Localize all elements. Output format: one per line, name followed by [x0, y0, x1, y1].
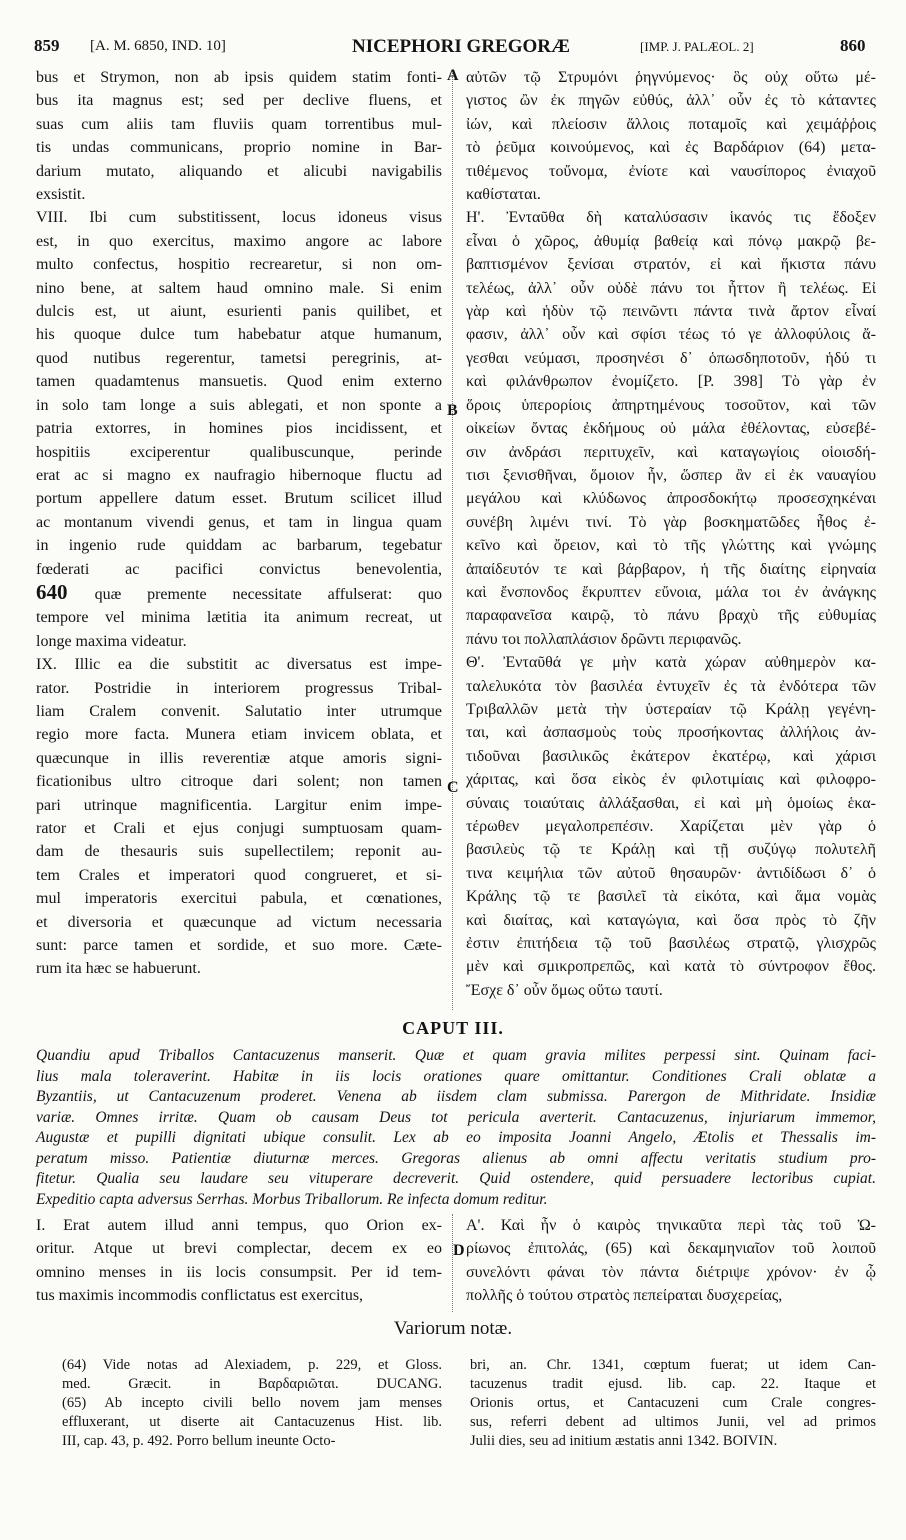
text-line: dam de thesauris suis supellectilem; reponit au- — [36, 843, 442, 861]
text-line: αὐτῶν τῷ Στρυμόνι ῥηγνύμενος· ὃς οὐχ οὕτω μέ- — [466, 69, 876, 86]
text-line: longe maxima videatur. — [36, 632, 187, 650]
text-line: exsistit. — [36, 186, 86, 204]
left-header-reference: [A. M. 6850, IND. 10] — [90, 38, 226, 54]
text-line: ἐστιν ἐπιτήδεια τῷ τοῦ βασιλέως στρατῷ, γλισχρῶς — [466, 935, 876, 953]
text-line: suas cum aliis tam fluviis quam torrentibus mul- — [36, 115, 442, 133]
text-line: rator et Crali et ejus conjugi sumptuosam quam- — [36, 820, 442, 837]
text-line: Η'. Ἐνταῦθα δὴ καταλύσασιν ἱκανός τις ἔδοξεν — [466, 209, 876, 227]
text-line: συνέβη λιμένι τινί. Τὸ γὰρ βοσκηματῶδες ἦθος ἐ- — [466, 513, 876, 531]
text-line: βαπτισμένον ξενίσαι στρατόν, εἰ καὶ ἥκιστα πάνυ — [466, 256, 876, 274]
text-line: tis undas communicans, proprio nomine in Bar- — [36, 139, 442, 157]
text-line: quæcunque in illis reverentiæ atque amoris signi- — [36, 749, 442, 767]
text-line: Τριβαλλῶν μετὰ τὴν ὑστεραίαν τῷ Κράλῃ γεγένη- — [466, 700, 876, 718]
text-line: in solo tam longe a suis ablegati, et non sponte a — [36, 396, 442, 414]
text-line: dulcis est, ut aiunt, esurienti panis quilibet, et — [36, 303, 442, 321]
text-line: πάνυ τοι πολλαπλάσιον δρῶντι περιφανῶς. — [466, 630, 742, 648]
text-line: τέρωθεν μεγαλοπρεπέσιν. Χαρίζεται μὲν γὰρ ὁ — [466, 818, 876, 835]
text-line: εἶναι ὁ χῶρος, ἀθυμίᾳ βαθείᾳ καὶ πόνῳ μακρῷ βε- — [466, 232, 876, 250]
margin-letter-a: A — [447, 67, 459, 84]
text-line: lius mala toleraverint. Habitæ in iis locis orationes quare omittantur. Conditiones Crali oblatæ a — [36, 1067, 876, 1085]
text-line: καὶ ἔνσπονδος ἔκρυπτεν εὔνοια, μάλα τοι ἐν ἀνάγκης — [466, 583, 876, 601]
text-line: οἰκείων ὄντας ἐκδήμους οὐ μάλα ἐθέλοντας, εὐσεβέ- — [466, 420, 876, 438]
text-line: ταλελυκότα τὸν βασιλέα ἐντυχεῖν ἐς τὰ ἐνδότερα τῶν — [466, 677, 876, 695]
column-separator-bottom — [452, 1214, 453, 1312]
text-line: καθίσταται. — [466, 186, 541, 204]
text-line: βασιλεὺς τῷ τε Κράλῃ καὶ τῇ συζύγῳ πολυτελῆ — [466, 841, 876, 859]
text-line: oritur. Atque ut brevi complectar, decem ex eo — [36, 1240, 442, 1258]
text-line: Julii dies, seu ad initium æstatis anni 1342. BOIVIN. — [470, 1433, 778, 1449]
text-line: his quoque dulce tum habebatur atque humanum, — [36, 326, 442, 344]
text-line: Quandiu apud Triballos Cantacuzenus manserit. Quæ et quam gravia milites perpessi sint. Quinam faci- — [36, 1047, 876, 1064]
text-line: φασιν, ἀλλ᾽ οὖν καὶ σφίσι τέως τό γε ἀλλοφύλοις ἄ- — [466, 326, 876, 344]
text-line: darium mutato, aliquando et alicubi navigabilis — [36, 162, 442, 180]
greek-column-top — [466, 66, 876, 1002]
text-line: pari utrinque magnificentia. Largitur enim impe- — [36, 796, 442, 814]
text-line: τιθέμενος τοὔνομα, ἐνίοτε καὶ ναυσίπορος ἐνιαχοῦ — [466, 162, 876, 180]
text-line: bus et Strymon, non ab ipsis quidem statim fonti- — [36, 69, 442, 86]
text-line: 640 quæ premente necessitate affulserat: quo — [36, 579, 442, 604]
text-line: sunt: parce tamen et sordide, et suo more. Cæte- — [36, 937, 442, 955]
text-line: est, in quo exercitus, maximo angore ac labore — [36, 232, 442, 250]
text-line: γιστος ὢν ἐκ πηγῶν εὐθύς, ἀλλ᾽ οὖν ἐς τὸ κάταντες — [466, 92, 876, 110]
text-line: rator. Postridie in interiorem progressus Tribal- — [36, 679, 442, 697]
text-line: ac montanum vivendi genus, et tam in lingua quam — [36, 513, 442, 531]
right-page-number: 860 — [840, 36, 866, 55]
column-number: 640 — [36, 579, 95, 604]
text-line: bri, an. Chr. 1341, cœptum fuerat; ut idem Can- — [470, 1357, 876, 1373]
text-line: γεσθαι νεύμασι, προσηνέσι δ᾽ ὁπωσδηποτοῦν, ἡδύ τι — [466, 349, 876, 367]
text-line: Augustæ et pupilli dignitati ubique consulit. Lex ab eo imposita Joanni Angelo, Ætolis et Thessalis im- — [36, 1129, 876, 1146]
text-line: portum appellere datum esset. Brutum scilicet illud — [36, 490, 442, 508]
text-line: quod nutibus regerentur, tametsi peregrinis, at- — [36, 349, 442, 367]
text-line: peratum misso. Patientiæ diuturnæ merces. Gregoras alienus ab omni affectu veritatis studium pro- — [36, 1149, 876, 1167]
text-line: fœderati ac pacifici convictus benevolentia, — [36, 560, 442, 578]
text-line: Α'. Καὶ ἦν ὁ καιρὸς τηνικαῦτα περὶ τὰς τοῦ Ὠ- — [466, 1217, 876, 1234]
text-line: καὶ διαίτας, καὶ καταγώγια, καὶ ὅσα πρὸς τὸ ζῆν — [466, 911, 876, 929]
text-line: in ingenio rude quiddam ac barbarum, tegebatur — [36, 537, 442, 555]
text-line: Byzantiis, ut Cantacuzenum proderet. Venena ab iisdem clam submissa. Parergon de Mithridate. Insidiæ — [36, 1088, 876, 1105]
notes-left-column — [62, 1356, 442, 1451]
text-line: sus, referri debent ad ultimos Junii, vel ad primos — [470, 1414, 876, 1430]
header-title: NICEPHORI GREGORÆ — [352, 36, 570, 57]
text-line: ὅροις ὑπερορίοις ἀπηρτημένους τοσοῦτον, καὶ τῶν — [466, 396, 876, 414]
text-line: σύναις τοιαύταις ἀλλάξασθαι, εἰ καὶ μὴ ὁμοίως ἑκα- — [466, 794, 876, 812]
text-line: regio more facta. Munera etiam invicem oblata, et — [36, 726, 442, 744]
text-line: I. Erat autem illud anni tempus, quo Orion ex- — [36, 1217, 442, 1234]
text-line: mul imperatoris exercitui pabula, et cœnationes, — [36, 890, 442, 908]
text-line: fitetur. Qualia seu laudare seu vituperare decreverit. Quid ostendere, quid persuadere lectoribus cupiat. — [36, 1170, 876, 1187]
text-line: nino bene, at saltem haud omnino male. Si enim — [36, 279, 442, 297]
text-line: τὸ ῥεῦμα κοινούμενος, καὶ ἐς Βαρδάριον (64) μετα- — [466, 139, 876, 157]
text-line: μὲν καὶ σμικροπρεπῶς, καὶ κατὰ τὸ σύντροφον ἔθος. — [466, 958, 876, 976]
text-line: παραφανεῖσα καιρῷ, τὸ πάνυ βραχὺ τῆς εὐθυμίας — [466, 607, 876, 625]
notes-right-column — [470, 1356, 876, 1451]
text-line: erat ac si magno ex naufragio hibernoque fluctu ad — [36, 466, 442, 484]
text-line: rum ita hæc se habuerunt. — [36, 960, 201, 978]
latin-column-bottom — [36, 1214, 442, 1308]
latin-column-top — [36, 66, 442, 981]
text-line: multo confectus, hospitio recrearetur, si non om- — [36, 256, 442, 274]
text-line: tacuzenus tradit ejusd. lib. cap. 22. Itaque et — [470, 1376, 876, 1392]
text-line: τισι ξενισθῆναι, ὅμοιον ἦν, ὥσπερ ἂν εἰ ἐκ ναυαγίου — [466, 466, 876, 484]
text-line: (65) Ab incepto civili bello novem jam menses — [62, 1395, 442, 1411]
text-line: patria extorres, in homines pios incidissent, et — [36, 420, 442, 438]
text-line: συνελόντι φάναι τὸν πάντα διέτριψε χρόνον· ἐν ᾧ — [466, 1263, 876, 1281]
text-line: liam Cralem convenit. Salutatio inter utrumque — [36, 702, 442, 720]
text-line: κεῖνο καὶ ὄρειον, καὶ τὸ τῆς γλώττης καὶ γνώμης — [466, 537, 876, 555]
text-line: χάριτας, καὶ ὅσα εἰκὸς ἐν φιλοτιμίαις καὶ φιλοφρο- — [466, 771, 876, 789]
text-line: ἰών, καὶ πλείοσιν ἄλλοις ποταμοῖς καὶ χειμάῤῥοις — [466, 115, 876, 133]
text-line: tamen quadamtenus mansuetis. Quod enim externo — [36, 373, 442, 391]
running-header — [34, 36, 872, 66]
text-line: τινα κειμήλια τῶν αὐτοῦ θησαυρῶν· ἀντιδίδωσι δ᾽ ὁ — [466, 864, 876, 882]
text-line: tempore vel minima lætitia ita animum recreat, ut — [36, 609, 442, 627]
margin-letter-c: C — [447, 779, 459, 796]
text-line: VIII. Ibi cum substitissent, locus idoneus visus — [36, 209, 442, 227]
text-line: tem Crales et imperatori quod congrueret, et si- — [36, 866, 442, 884]
text-line: III, cap. 43, p. 492. Porro bellum ineunte Octo- — [62, 1433, 336, 1449]
text-line: med. Græcit. in Βαρδαριῶται. DUCANG. — [62, 1376, 442, 1392]
text-line: ficationibus ultro citroque dari solent; non tamen — [36, 773, 442, 791]
text-line: Κράλης τῷ τε βασιλεῖ τὰ εἰκότα, καὶ ἅμα νομὰς — [466, 888, 876, 906]
text-line: (64) Vide notas ad Alexiadem, p. 229, et Gloss. — [62, 1357, 442, 1373]
text-line: καὶ φιλάνθρωπον ἐνομίζετο. [P. 398] Τὸ γὰρ ἐν — [466, 373, 876, 391]
text-line: τιδοῦναι βασιλικῶς ἑκάτερον ἑκατέρῳ, καὶ χάρισι — [466, 747, 876, 765]
text-line: σιν ἀνδράσι περιτυχεῖν, καὶ καταγωγίοις οἱοισδή- — [466, 443, 876, 461]
text-line: Orionis ortus, et Cantacuzeni cum Crale congres- — [470, 1395, 876, 1411]
text-line: πολλῆς ὁ τούτου στρατὸς πεπείραται δυσχερείας, — [466, 1287, 783, 1305]
text-line: et diversoria et quæcunque ad victum necessaria — [36, 913, 442, 931]
text-line: effluxerant, ut diserte ait Cantacuzenus Hist. lib. — [62, 1414, 442, 1430]
text-line: Θ'. Ἐνταῦθά γε μὴν κατὰ χώραν αὐθημερὸν κα- — [466, 654, 876, 672]
text-line: τελέως, ἀλλ᾽ οὖν οὐδὲ πάνυ τοι ἧττον ἢ τελέως. Εἰ — [466, 279, 876, 297]
text-line: hospitiis exciperentur qualibuscunque, perinde — [36, 443, 442, 461]
margin-letter-d: D — [453, 1242, 465, 1259]
right-header-reference: [IMP. J. PALÆOL. 2] — [640, 39, 754, 54]
text-line: μεγάλου καὶ κλύδωνος ἀπροσδοκήτῳ προσεσχηκέναι — [466, 490, 876, 508]
text-line: Ἔσχε δ᾽ οὖν ὅμως οὕτω ταυτί. — [466, 981, 663, 999]
text-line: ἀπαίδευτόν τε καὶ βάρβαρον, ἡ τῆς διαίτης εἰρηναία — [466, 560, 876, 578]
text-line: omnino menses in iis locis consumpsit. Per id tem- — [36, 1263, 442, 1281]
text-line: IX. Illic ea die substitit ac diversatus est impe- — [36, 656, 442, 674]
text-line: ται, καὶ ἀσπασμοὺς τοὺς προσήκοντας ἀλλήλοις ἀν- — [466, 724, 876, 742]
text-line: bus ita magnus est; sed per declive fluens, et — [36, 92, 442, 110]
text-line: tus maximis incommodis conflictatus est exercitus, — [36, 1287, 364, 1305]
text-line: γὰρ καὶ ἡδὺν τῷ πεινῶντι πάντα τινὰ ἄρτον εἶναί — [466, 303, 876, 321]
greek-column-bottom — [466, 1214, 876, 1308]
notes-heading: Variorum notæ. — [393, 1318, 513, 1339]
text-line: ρίωνος ἐπιτολάς, (65) καὶ δεκαμηνιαῖον τοῦ λοιποῦ — [466, 1240, 876, 1258]
chapter-argument — [36, 1046, 876, 1210]
chapter-heading: CAPUT III. — [402, 1018, 504, 1038]
left-page-number: 859 — [34, 36, 60, 55]
margin-letter-b: B — [447, 402, 458, 419]
column-separator-top — [452, 70, 453, 1010]
text-line: Expeditio capta adversus Serrhas. Morbus Triballorum. Re infecta domum reditur. — [36, 1190, 548, 1208]
text-line: variæ. Omnes irritæ. Quam ob causam Deus tot pericula averterit. Cantacuzenus, injuriarum immemor, — [36, 1108, 876, 1126]
